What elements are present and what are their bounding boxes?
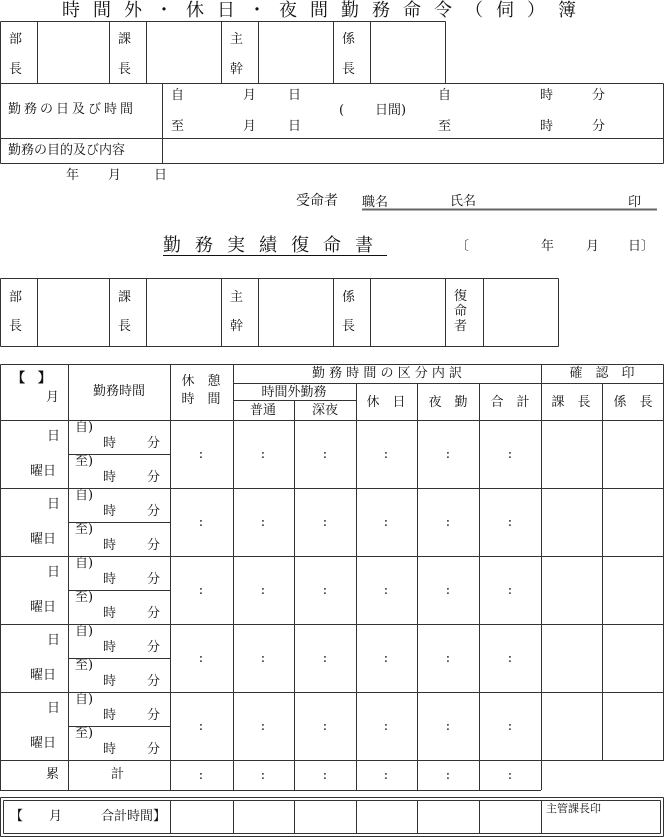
row-time-colon: : (198, 651, 204, 666)
approver-label-3: 者 (454, 319, 468, 334)
row-time-colon: : (322, 515, 328, 530)
row-to-minute: 分 (147, 742, 161, 757)
month-label: 月 (46, 390, 60, 405)
cumulative-colon: : (260, 768, 266, 783)
row-to-hour: 時 (103, 606, 117, 621)
approver-label-2: 命 (454, 304, 468, 319)
row-from-minute: 分 (147, 708, 161, 723)
report-day: 日〕 (628, 239, 655, 254)
row-time-colon: : (322, 719, 328, 734)
row-time-colon: : (445, 447, 451, 462)
row-to-minute: 分 (147, 538, 161, 553)
row-to-hour: 時 (103, 470, 117, 485)
report-title: 勤務実績復命書 (163, 235, 387, 256)
row-to-label: 至) (75, 590, 94, 605)
seal-mark: 印 (628, 195, 642, 210)
approver-label-top: 係 (342, 290, 356, 305)
to-minute: 分 (592, 119, 606, 134)
to-time-label: 至 (438, 119, 452, 134)
row-weekday-label: 曜日 (30, 600, 57, 615)
subsection-chief-header: 係 長 (613, 395, 653, 410)
row-from-label: 自) (75, 488, 94, 503)
from-hour: 時 (540, 88, 554, 103)
row-day-label: 日 (47, 633, 61, 648)
row-time-colon: : (322, 651, 328, 666)
cumulative-label: 累 計 (45, 767, 125, 782)
work-date-label: 勤務の日及び時間 (8, 102, 137, 117)
to-day: 日 (288, 119, 302, 134)
approver-label-bottom: 長 (342, 62, 356, 77)
row-weekday-label: 曜日 (30, 736, 57, 751)
approver-label-bottom: 長 (9, 62, 23, 77)
overtime-header: 時間外勤務 (261, 385, 327, 400)
row-time-colon: : (260, 515, 266, 530)
form-title: 時間外・休日・夜間勤務命令（伺）簿 (62, 0, 589, 21)
approver-label-bottom: 長 (118, 62, 132, 77)
row-time-colon: : (445, 515, 451, 530)
row-time-colon: : (445, 583, 451, 598)
row-from-hour: 時 (103, 640, 117, 655)
row-to-hour: 時 (103, 674, 117, 689)
row-from-minute: 分 (147, 640, 161, 655)
row-to-label: 至) (75, 726, 94, 741)
row-time-colon: : (383, 651, 389, 666)
header-mask (292, 365, 297, 383)
late-night-header: 深夜 (311, 403, 339, 418)
row-time-colon: : (260, 651, 266, 666)
to-label: 至 (171, 119, 185, 134)
work-hours-header: 勤務時間 (92, 384, 146, 399)
row-time-colon: : (198, 583, 204, 598)
cumulative-colon: : (445, 768, 451, 783)
row-weekday-label: 曜日 (30, 464, 57, 479)
report-bracket: 〔 (456, 239, 470, 254)
row-from-hour: 時 (103, 504, 117, 519)
row-weekday-label: 曜日 (30, 532, 57, 547)
from-day: 日 (288, 88, 302, 103)
from-label: 自 (171, 88, 185, 103)
row-time-colon: : (507, 719, 513, 734)
row-time-colon: : (383, 583, 389, 598)
date-day: 日 (154, 168, 168, 183)
row-to-hour: 時 (103, 742, 117, 757)
row-time-colon: : (507, 583, 513, 598)
recipient-label: 受命者 (296, 193, 338, 209)
row-from-minute: 分 (147, 572, 161, 587)
approver-label-top: 部 (9, 290, 23, 305)
row-to-minute: 分 (147, 674, 161, 689)
header-mask (477, 365, 482, 383)
approver-label-top: 主 (230, 32, 244, 47)
purpose-label: 勤務の目的及び内容 (8, 143, 126, 158)
date-year: 年 (66, 168, 80, 183)
recipient-name: 氏名 (450, 194, 477, 209)
row-time-colon: : (260, 583, 266, 598)
days-paren: ( (339, 103, 345, 118)
row-from-minute: 分 (147, 436, 161, 451)
row-day-label: 日 (47, 429, 61, 444)
break-header-2: 時 間 (181, 392, 221, 407)
row-time-colon: : (198, 719, 204, 734)
cumulative-colon: : (507, 768, 513, 783)
night-header: 夜 勤 (428, 395, 468, 410)
row-time-colon: : (445, 719, 451, 734)
row-time-colon: : (507, 651, 513, 666)
total-header: 合 計 (490, 395, 530, 410)
approver-label-bottom: 幹 (230, 62, 244, 77)
row-day-label: 日 (47, 701, 61, 716)
row-to-label: 至) (75, 658, 94, 673)
row-from-label: 自) (75, 556, 94, 571)
row-time-colon: : (383, 515, 389, 530)
cumulative-colon: : (322, 768, 328, 783)
row-time-colon: : (383, 447, 389, 462)
approver-label-top: 主 (230, 290, 244, 305)
chief-seal-label: 主管課長印 (546, 802, 601, 815)
row-time-colon: : (383, 719, 389, 734)
summary-label: 【 月 合計時間】 (10, 809, 167, 824)
approver-label-top: 部 (9, 32, 23, 47)
row-weekday-label: 曜日 (30, 668, 57, 683)
row-from-label: 自) (75, 692, 94, 707)
row-to-label: 至) (75, 454, 94, 469)
date-month: 月 (108, 168, 122, 183)
approver-label-bottom: 長 (342, 319, 356, 334)
row-day-label: 日 (47, 497, 61, 512)
row-day-label: 日 (47, 565, 61, 580)
row-from-hour: 時 (103, 708, 117, 723)
normal-header: 普通 (249, 403, 277, 418)
approver-label-1: 復 (454, 289, 468, 304)
approver-label-top: 係 (342, 32, 356, 47)
row-time-colon: : (507, 515, 513, 530)
from-time-label: 自 (438, 88, 452, 103)
approver-label-bottom: 長 (9, 319, 23, 334)
approver-label-bottom: 長 (118, 319, 132, 334)
cumulative-colon: : (198, 768, 204, 783)
approver-label-top: 課 (118, 290, 132, 305)
from-month: 月 (243, 88, 257, 103)
row-to-hour: 時 (103, 538, 117, 553)
row-from-label: 自) (75, 624, 94, 639)
to-hour: 時 (540, 119, 554, 134)
cumulative-colon: : (383, 768, 389, 783)
row-time-colon: : (260, 719, 266, 734)
row-time-colon: : (260, 447, 266, 462)
days-label: 日間) (375, 103, 407, 118)
month-bracket: 【 】 (12, 371, 52, 386)
row-from-label: 自) (75, 420, 94, 435)
confirm-header: 確 認 印 (569, 366, 635, 381)
approver-label-bottom: 幹 (230, 319, 244, 334)
row-to-minute: 分 (147, 470, 161, 485)
to-month: 月 (243, 119, 257, 134)
row-from-hour: 時 (103, 572, 117, 587)
row-to-label: 至) (75, 522, 94, 537)
row-time-colon: : (198, 447, 204, 462)
holiday-header: 休 日 (366, 395, 406, 410)
row-time-colon: : (322, 447, 328, 462)
approver-label-top: 課 (118, 32, 132, 47)
row-time-colon: : (445, 651, 451, 666)
report-month: 月 (586, 239, 600, 254)
row-to-minute: 分 (147, 606, 161, 621)
section-chief-header: 課 長 (551, 395, 591, 410)
row-time-colon: : (198, 515, 204, 530)
row-time-colon: : (322, 583, 328, 598)
break-header-1: 休 憩 (181, 374, 221, 389)
breakdown-header: 勤 務 時 間 の 区 分 内 訳 (311, 366, 463, 381)
recipient-post: 職名 (362, 195, 389, 210)
from-minute: 分 (592, 88, 606, 103)
row-time-colon: : (507, 447, 513, 462)
report-year: 年 (541, 239, 555, 254)
row-from-hour: 時 (103, 436, 117, 451)
row-from-minute: 分 (147, 504, 161, 519)
